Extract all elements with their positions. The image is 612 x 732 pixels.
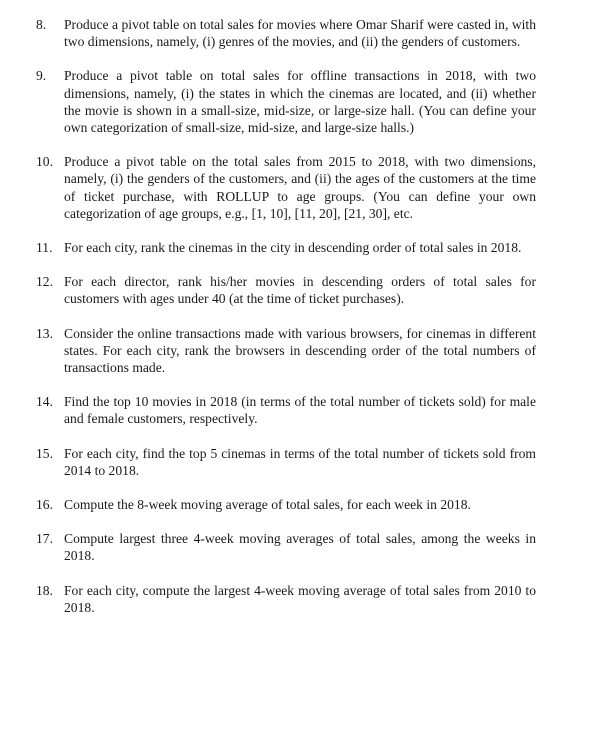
question-item xyxy=(36,153,536,222)
question-text: Compute largest three 4-week moving averages of total sales, among the weeks in 2018. xyxy=(64,531,536,564)
question-number: 15. xyxy=(36,445,53,461)
question-number: 9. xyxy=(36,68,47,84)
question-number: 11. xyxy=(36,240,53,256)
question-number: 10. xyxy=(36,154,53,170)
question-text: Compute the 8-week moving average of total sales, for each week in 2018. xyxy=(64,497,471,513)
question-text: Produce a pivot table on total sales for offline transactions in 2018, with two dimensions, namely, (i) the states in which the cinemas are located, and (ii) whether the movie is shown in a small-size, mid-size, or large-size hall. (You can define your own categorization of small-size, mid-size, and large-size halls.) xyxy=(64,68,536,136)
question-item xyxy=(36,530,536,564)
question-item xyxy=(36,496,536,513)
question-item xyxy=(36,445,536,479)
question-text: For each director, rank his/her movies in descending orders of total sales for customers with ages under 40 (at the time of ticket purchases). xyxy=(64,274,536,307)
question-text: For each city, compute the largest 4-week moving average of total sales from 2010 to 2018. xyxy=(64,582,536,615)
question-item xyxy=(36,239,536,256)
question-item xyxy=(36,325,536,377)
question-item xyxy=(36,67,536,136)
question-item xyxy=(36,582,536,616)
question-list xyxy=(36,16,536,616)
question-number: 14. xyxy=(36,394,53,410)
question-text: For each city, find the top 5 cinemas in terms of the total number of tickets sold from 2014 to 2018. xyxy=(64,445,536,478)
question-number: 18. xyxy=(36,582,53,598)
question-text: Produce a pivot table on the total sales from 2015 to 2018, with two dimensions, namely, (i) the genders of the customers, and (ii) the ages of the customers at the time of ticket purchase, with ROLLUP to age groups. (You can define your own categorization of age groups, e.g., [1, 10], [11, 20], [21, 30], etc. xyxy=(64,154,536,221)
question-text: For each city, rank the cinemas in the city in descending order of total sales in 2018. xyxy=(64,240,522,256)
question-item xyxy=(36,393,536,427)
question-item xyxy=(36,16,536,50)
question-number: 8. xyxy=(36,17,47,32)
question-item xyxy=(36,273,536,307)
question-text: Produce a pivot table on total sales for movies where Omar Sharif were casted in, with two dimensions, namely, (i) genres of the movies, and (ii) the genders of customers. xyxy=(64,17,536,50)
question-number: 13. xyxy=(36,325,53,341)
question-text: Find the top 10 movies in 2018 (in terms of the total number of tickets sold) for male and female customers, respectively. xyxy=(64,394,536,427)
question-number: 12. xyxy=(36,274,53,290)
document-page xyxy=(36,16,536,633)
question-number: 17. xyxy=(36,531,53,547)
question-number: 16. xyxy=(36,497,53,513)
question-text: Consider the online transactions made with various browsers, for cinemas in different states. For each city, rank the browsers in descending order of the total numbers of transactions made. xyxy=(64,325,536,376)
